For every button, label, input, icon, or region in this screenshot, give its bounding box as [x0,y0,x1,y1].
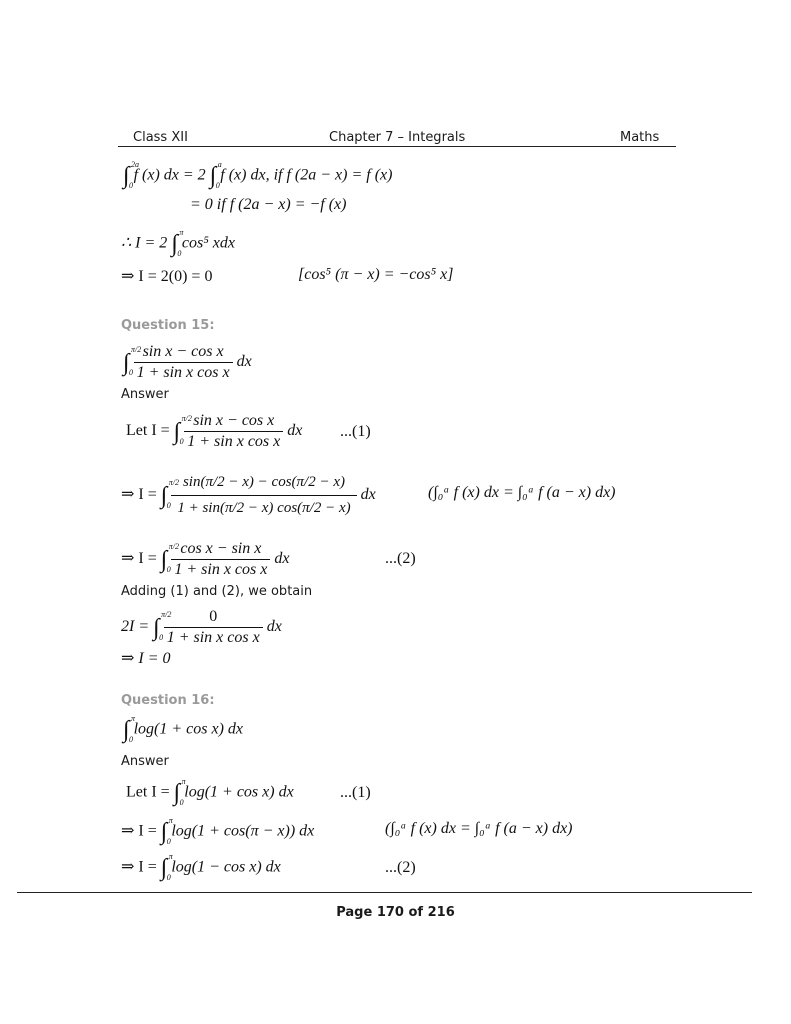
page-number: Page 170 of 216 [336,905,455,920]
q16-answer-label: Answer [121,754,169,769]
question-16-title: Question 16: [121,693,215,708]
integral-sign: ∫ π 0 [160,852,173,882]
q15-integral: ∫ π/2 0 $\frac{\text{sin x − cos x}}{\text{1 + sin x cos x}}$ dx [123,343,252,381]
integral-sign: ∫ π/2 0 [173,413,192,446]
q16-eq1-tag: ...(1) [340,784,371,801]
q15-eq2-tag: ...(2) [385,550,416,567]
q15-fraction: $\frac{\text{sin x − cos x}}{\text{1 + sin x cos x}}$ [134,343,233,382]
q16-step2: ⇒ I = ∫ π 0 log(1 + cos(π − x)) dx [121,816,315,846]
q15-eq1-tag: ...(1) [340,423,371,440]
q15-let-fraction: $\frac{\text{sin x − cos x}}{\text{1 + sin x cos x}}$ [184,412,283,451]
q14-line3: ∴ I = 2 ∫ π 0 cos⁵ xdx [121,228,235,258]
header-class: Class XII [133,130,188,145]
q15-step3-fraction: $\frac{\text{cos x − sin x}}{\text{1 + sin x cos x}}$ [171,540,270,579]
q15-step2: ⇒ I = ∫ π/2 0 $\frac{\sin(\pi/2 - x) - \cos(\pi/2 - x)}{1 + \sin(\pi/2 - x) \cos(\pi/2 - x)}$ dx [121,470,376,521]
q14-note: [cos⁵ (π − x) = −cos⁵ x] [298,266,454,283]
integral-sign: ∫ π/2 0 [123,344,142,377]
header-subject: Maths [620,130,660,145]
q15-adding-text: Adding (1) and (2), we obtain [121,584,313,599]
question-15-title: Question 15: [121,318,215,333]
q14-line2: = 0 if f (2a − x) = −f (x) [190,196,347,213]
integral-sign: ∫ π/2 0 [153,609,172,642]
header-chapter: Chapter 7 – Integrals [329,130,466,145]
q16-property: (∫₀ᵃ f (x) dx = ∫₀ᵃ f (a − x) dx) [385,820,573,837]
q16-let: Let I = ∫ π 0 log(1 + cos x) dx [126,777,294,807]
q16-integral: ∫ π 0 log(1 + cos x) dx [123,714,244,744]
q14-line4: ⇒ I = 2(0) = 0 [121,268,213,285]
integral-sign: ∫ π 0 [160,816,173,846]
q15-result: ⇒ I = 0 [121,650,171,667]
integral-sign: ∫ π/2 0 [160,477,179,510]
q14-line1: ∫ 2a 0 f (x) dx = 2 ∫ a 0 f (x) dx, if f (2a − x) = f (x) [123,160,393,190]
header-divider [118,146,676,147]
integral-sign: ∫ π 0 [123,714,136,744]
q15-let: Let I = ∫ π/2 0 $\frac{\text{sin x − cos x}}{\text{1 + sin x cos x}}$ dx [126,412,303,450]
q15-sum: 2I = ∫ π/2 0 $\frac{0}{\text{1 + sin x cos x}}$ dx [121,608,282,646]
q16-eq2-tag: ...(2) [385,859,416,876]
q15-sum-fraction: $\frac{0}{\text{1 + sin x cos x}}$ [164,608,263,647]
integral-sign: ∫ 2a 0 [123,160,139,190]
integral-sign: ∫ π/2 0 [160,541,179,574]
q15-step3: ⇒ I = ∫ π/2 0 $\frac{\text{cos x − sin x}}{\text{1 + sin x cos x}}$ dx [121,540,290,578]
integral-sign: ∫ π 0 [173,777,186,807]
q15-answer-label: Answer [121,387,169,402]
q15-step2-fraction: $\frac{\sin(\pi/2 - x) - \cos(\pi/2 - x)}{1 + \sin(\pi/2 - x) \cos(\pi/2 - x)}$ [171,470,356,521]
q16-step3: ⇒ I = ∫ π 0 log(1 − cos x) dx [121,852,281,882]
footer-divider [17,892,752,893]
integral-sign: ∫ π 0 [171,228,184,258]
q15-property: (∫₀ᵃ f (x) dx = ∫₀ᵃ f (a − x) dx) [428,484,616,501]
integral-sign: ∫ a 0 [209,160,222,190]
